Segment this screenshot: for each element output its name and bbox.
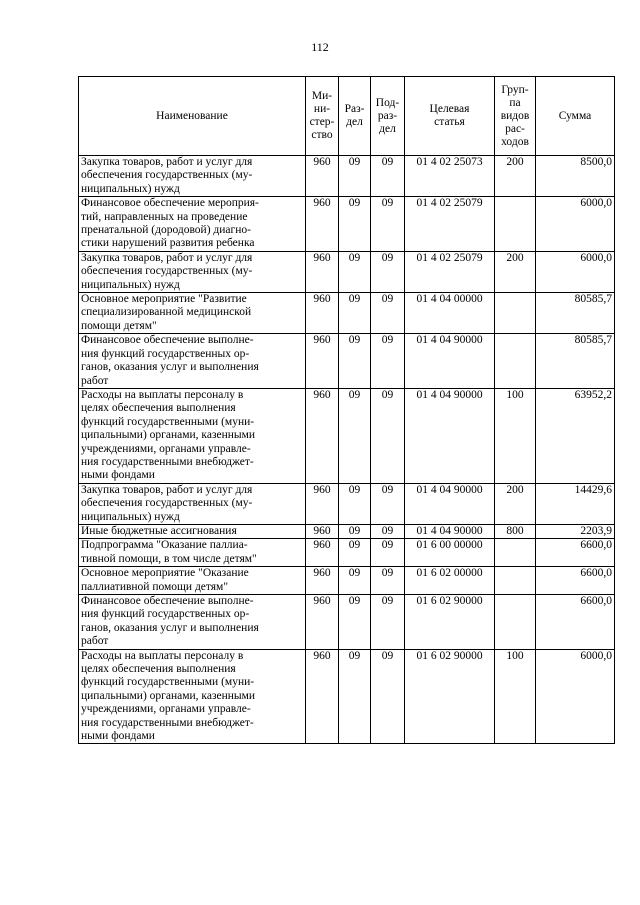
header-expense-group: Груп- па видов рас- ходов [495,77,536,156]
header-target-article: Целевая статья [405,77,495,156]
table-body [79,156,615,744]
row-expense-group [495,539,536,567]
header-section: Раз- дел [339,77,371,156]
table-header [79,77,615,156]
row-section: 09 [339,251,371,292]
row-amount: 6600,0 [536,539,615,567]
row-expense-group: 800 [495,524,536,538]
row-ministry: 960 [306,595,339,650]
row-expense-group [495,293,536,334]
budget-table [78,76,615,744]
table-row [79,293,615,334]
row-section: 09 [339,156,371,197]
header-name: Наименование [79,77,306,156]
row-target-article: 01 4 04 90000 [405,388,495,483]
header-subsection: Под- раз- дел [371,77,405,156]
row-amount: 80585,7 [536,334,615,389]
row-section: 09 [339,388,371,483]
row-section: 09 [339,649,371,744]
row-target-article: 01 6 00 00000 [405,539,495,567]
row-target-article: 01 4 04 00000 [405,293,495,334]
row-ministry: 960 [306,649,339,744]
row-name: Подпрограмма "Оказание паллиа- тивной помощи, в том числе детям" [79,539,306,567]
row-expense-group [495,595,536,650]
row-target-article: 01 4 04 90000 [405,334,495,389]
row-name: Расходы на выплаты персоналу в целях обеспечения выполнения функций государственными (муни- ципальными) органами, казенными учреждениями, органами управле- ния государственными внебюджет- ными фондами [79,388,306,483]
row-section: 09 [339,595,371,650]
row-target-article: 01 4 02 25079 [405,251,495,292]
row-section: 09 [339,293,371,334]
row-subsection: 09 [371,251,405,292]
row-name: Финансовое обеспечение мероприя- тий, направленных на проведение пренатальной (дородовой) диагно- стики нарушений развития ребенка [79,197,306,252]
row-subsection: 09 [371,293,405,334]
row-target-article: 01 4 02 25079 [405,197,495,252]
row-amount: 14429,6 [536,483,615,524]
row-ministry: 960 [306,334,339,389]
table-row [79,595,615,650]
row-name: Закупка товаров, работ и услуг для обеспечения государственных (му- ниципальных) нужд [79,156,306,197]
header-row [79,77,615,156]
row-ministry: 960 [306,197,339,252]
row-ministry: 960 [306,539,339,567]
row-subsection: 09 [371,388,405,483]
row-ministry: 960 [306,251,339,292]
row-ministry: 960 [306,156,339,197]
row-name: Основное мероприятие "Оказание паллиативной помощи детям" [79,567,306,595]
row-amount: 6600,0 [536,595,615,650]
row-subsection: 09 [371,539,405,567]
table-row [79,649,615,744]
row-ministry: 960 [306,483,339,524]
row-expense-group: 200 [495,156,536,197]
table-row [79,388,615,483]
row-amount: 2203,9 [536,524,615,538]
row-amount: 6000,0 [536,197,615,252]
row-section: 09 [339,197,371,252]
row-subsection: 09 [371,334,405,389]
row-subsection: 09 [371,197,405,252]
row-expense-group: 200 [495,483,536,524]
table-row [79,567,615,595]
row-ministry: 960 [306,293,339,334]
row-amount: 8500,0 [536,156,615,197]
row-expense-group: 100 [495,649,536,744]
row-target-article: 01 4 04 90000 [405,524,495,538]
row-name: Иные бюджетные ассигнования [79,524,306,538]
row-target-article: 01 6 02 90000 [405,649,495,744]
table-row [79,524,615,538]
row-subsection: 09 [371,156,405,197]
page-number: 112 [311,40,329,54]
row-name: Закупка товаров, работ и услуг для обеспечения государственных (му- ниципальных) нужд [79,483,306,524]
row-name: Закупка товаров, работ и услуг для обеспечения государственных (му- ниципальных) нужд [79,251,306,292]
row-section: 09 [339,334,371,389]
row-ministry: 960 [306,388,339,483]
row-ministry: 960 [306,524,339,538]
row-section: 09 [339,524,371,538]
row-expense-group [495,197,536,252]
row-target-article: 01 6 02 00000 [405,567,495,595]
row-amount: 63952,2 [536,388,615,483]
row-section: 09 [339,567,371,595]
row-section: 09 [339,483,371,524]
table-row [79,251,615,292]
row-expense-group [495,334,536,389]
row-name: Финансовое обеспечение выполне- ния функций государственных ор- ганов, оказания услуг и выполнения работ [79,334,306,389]
row-expense-group: 100 [495,388,536,483]
row-name: Основное мероприятие "Развитие специализированной медицинской помощи детям" [79,293,306,334]
row-ministry: 960 [306,567,339,595]
row-subsection: 09 [371,524,405,538]
table-row [79,539,615,567]
row-name: Финансовое обеспечение выполне- ния функций государственных ор- ганов, оказания услуг и выполнения работ [79,595,306,650]
table-row [79,156,615,197]
header-ministry: Ми- ни- стер- ство [306,77,339,156]
row-section: 09 [339,539,371,567]
row-expense-group: 200 [495,251,536,292]
header-amount: Сумма [536,77,615,156]
row-amount: 6000,0 [536,251,615,292]
row-subsection: 09 [371,595,405,650]
row-amount: 6600,0 [536,567,615,595]
row-amount: 80585,7 [536,293,615,334]
row-subsection: 09 [371,567,405,595]
row-expense-group [495,567,536,595]
row-amount: 6000,0 [536,649,615,744]
row-target-article: 01 4 04 90000 [405,483,495,524]
row-target-article: 01 4 02 25073 [405,156,495,197]
row-subsection: 09 [371,483,405,524]
row-name: Расходы на выплаты персоналу в целях обеспечения выполнения функций государственными (муни- ципальными) органами, казенными учреждениями, органами управле- ния государственными внебюджет- ными фондами [79,649,306,744]
row-subsection: 09 [371,649,405,744]
table-row [79,197,615,252]
table-row [79,483,615,524]
table-row [79,334,615,389]
row-target-article: 01 6 02 90000 [405,595,495,650]
